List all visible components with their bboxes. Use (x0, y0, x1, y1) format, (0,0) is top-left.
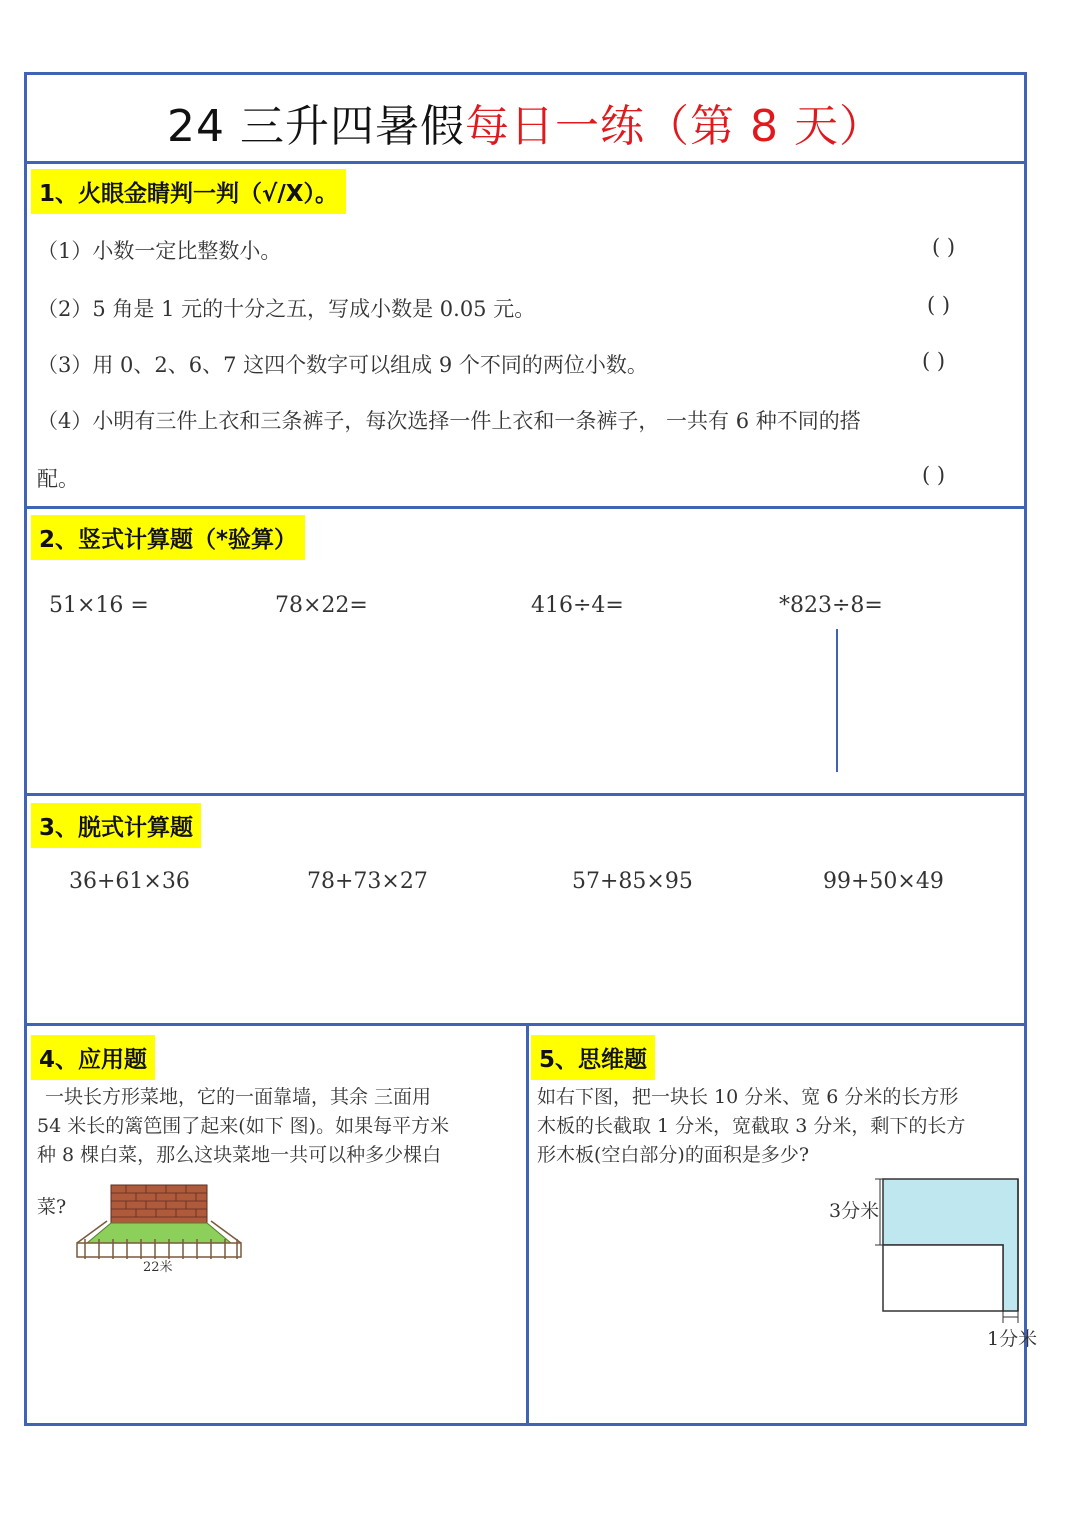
judge-question-4: （4）小明有三件上衣和三条裤子，每次选择一件上衣和一条裤子， 一共有 6 种不同的搭 (37, 409, 861, 433)
word-problem-line-3: 种 8 棵白菜，那么这块菜地一共可以种多少棵白 (37, 1144, 442, 1166)
grass-icon (87, 1223, 231, 1243)
answer-blank-3[interactable]: ( ) (922, 349, 946, 373)
judge-question-2: （2）5 角是 1 元的十分之五，写成小数是 0.05 元。 (37, 297, 536, 321)
work-divider-line (836, 629, 838, 772)
thinking-problem-line-2: 木板的长截取 1 分米，宽截取 3 分米，剩下的长方 (537, 1115, 966, 1137)
title-part-2: 每日一练（第 8 天） (465, 101, 884, 152)
stepwise-calc-2: 78+73×27 (307, 869, 428, 894)
section5-heading: 5、思维题 (531, 1035, 655, 1080)
garden-figure (71, 1181, 251, 1273)
width-cut-label: 3分米 (829, 1200, 880, 1222)
word-problem-text (37, 1083, 522, 1170)
remaining-board (883, 1245, 1003, 1311)
worksheet-frame (24, 72, 1038, 1426)
vertical-calc-2: 78×22= (275, 593, 368, 618)
judge-question-3: （3）用 0、2、6、7 这四个数字可以组成 9 个不同的两位小数。 (37, 353, 648, 377)
stepwise-calc-4: 99+50×49 (823, 869, 944, 894)
vertical-calc-1: 51×16 = (49, 593, 149, 618)
fence-icon (77, 1243, 241, 1257)
length-cut-label: 1分米 (987, 1328, 1038, 1350)
word-problem-line-2: 54 米长的篱笆围了起来(如下 图)。如果每平方米 (37, 1115, 450, 1137)
stepwise-calc-1: 36+61×36 (69, 869, 190, 894)
board-figure (823, 1165, 1038, 1355)
judge-question-1: （1）小数一定比整数小。 (37, 239, 282, 263)
answer-blank-1[interactable]: ( ) (932, 235, 956, 259)
section4-heading: 4、应用题 (31, 1035, 155, 1080)
divider (27, 161, 1024, 164)
section3-heading: 3、脱式计算题 (31, 803, 201, 848)
word-problem-line-1: 一块长方形菜地，它的一面靠墙，其余 三面用 (45, 1086, 432, 1108)
word-problem-end: 菜? (37, 1196, 67, 1218)
thinking-problem-text (537, 1083, 1022, 1170)
vertical-calc-4: *823÷8= (779, 593, 883, 618)
page-title (27, 90, 1024, 154)
divider (27, 506, 1024, 509)
stepwise-calc-3: 57+85×95 (572, 869, 693, 894)
answer-blank-4[interactable]: ( ) (922, 463, 946, 487)
section2-heading: 2、竖式计算题（*验算） (31, 515, 305, 560)
column-divider (526, 1023, 529, 1426)
section1-heading: 1、火眼金睛判一判（√/X）。 (31, 169, 346, 214)
title-part-1: 24 三升四暑假 (167, 101, 465, 152)
divider (27, 793, 1024, 796)
thinking-problem-line-3: 形木板(空白部分)的面积是多少? (537, 1144, 810, 1166)
judge-question-4-cont: 配。 (37, 467, 79, 491)
vertical-calc-3: 416÷4= (531, 593, 624, 618)
figure-length-label: 22米 (143, 1260, 173, 1275)
thinking-problem-line-1: 如右下图，把一块长 10 分米、宽 6 分米的长方形 (537, 1086, 959, 1108)
answer-blank-2[interactable]: ( ) (927, 293, 951, 317)
